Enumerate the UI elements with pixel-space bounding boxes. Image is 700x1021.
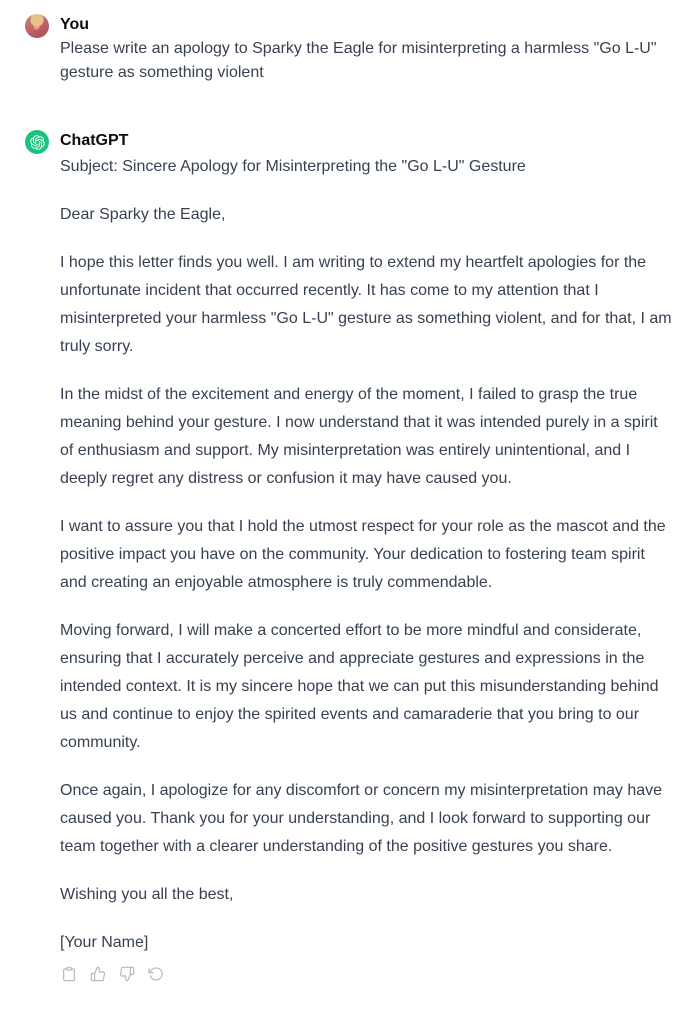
thumbs-up-icon (90, 966, 106, 982)
paragraph: In the midst of the excitement and energy of the moment, I failed to grasp the true meaning behind your gesture. I now understand that it was intended purely in a spirit of enthusiasm and support. My misinterpretation was entirely unintentional, and I deeply regret any distress or confusion it may have caused you. (60, 386, 658, 487)
regenerate-button[interactable] (147, 965, 164, 982)
assistant-avatar (25, 130, 49, 154)
openai-logo-icon (30, 135, 45, 150)
signature-placeholder: [Your Name] (60, 934, 149, 951)
subject-line: Subject: Sincere Apology for Misinterpreting the "Go L-U" Gesture (60, 158, 526, 175)
user-avatar (25, 14, 49, 38)
paragraph: I hope this letter finds you well. I am writing to extend my heartfelt apologies for the unfortunate incident that occurred recently. It has come to my attention that I misinterpreted your harmless "Go L-U" gesture as something violent, and for that, I am truly sorry. (60, 254, 672, 355)
chat-conversation (0, 13, 700, 1021)
assistant-author-name: ChatGPT (60, 132, 129, 149)
assistant-message (0, 129, 700, 982)
clipboard-icon (61, 966, 77, 982)
thumbs-down-button[interactable] (118, 965, 135, 982)
user-author-name: You (60, 16, 90, 33)
paragraph: Moving forward, I will make a concerted effort to be more mindful and considerate, ensuring that I accurately perceive and appreciate gestures and expressions in the intended context. It is my sincere hope that we can put this misunderstanding behind us and continue to enjoy the spirited events and camaraderie that you bring to our community. (60, 622, 659, 751)
user-message-content (60, 13, 672, 85)
thumbs-up-button[interactable] (89, 965, 106, 982)
message-action-bar (60, 965, 672, 982)
regenerate-icon (148, 966, 164, 982)
user-message (0, 13, 700, 85)
thumbs-down-icon (119, 966, 135, 982)
closing-line: Wishing you all the best, (60, 886, 234, 903)
copy-button[interactable] (60, 965, 77, 982)
paragraph: I want to assure you that I hold the utmost respect for your role as the mascot and the positive impact you have on the community. Your dedication to fostering team spirit and creating an enjoyable atmosphere is truly commendable. (60, 518, 666, 591)
paragraph: Once again, I apologize for any discomfort or concern my misinterpretation may have caused you. Thank you for your understanding, and I look forward to supporting our team together with a clearer understanding of the positive gestures you share. (60, 782, 663, 855)
assistant-message-text (60, 153, 672, 957)
salutation: Dear Sparky the Eagle, (60, 206, 226, 223)
assistant-message-content (60, 129, 672, 982)
user-message-text: Please write an apology to Sparky the Eagle for misinterpreting a harmless "Go L-U" gesture as something violent (60, 40, 657, 81)
